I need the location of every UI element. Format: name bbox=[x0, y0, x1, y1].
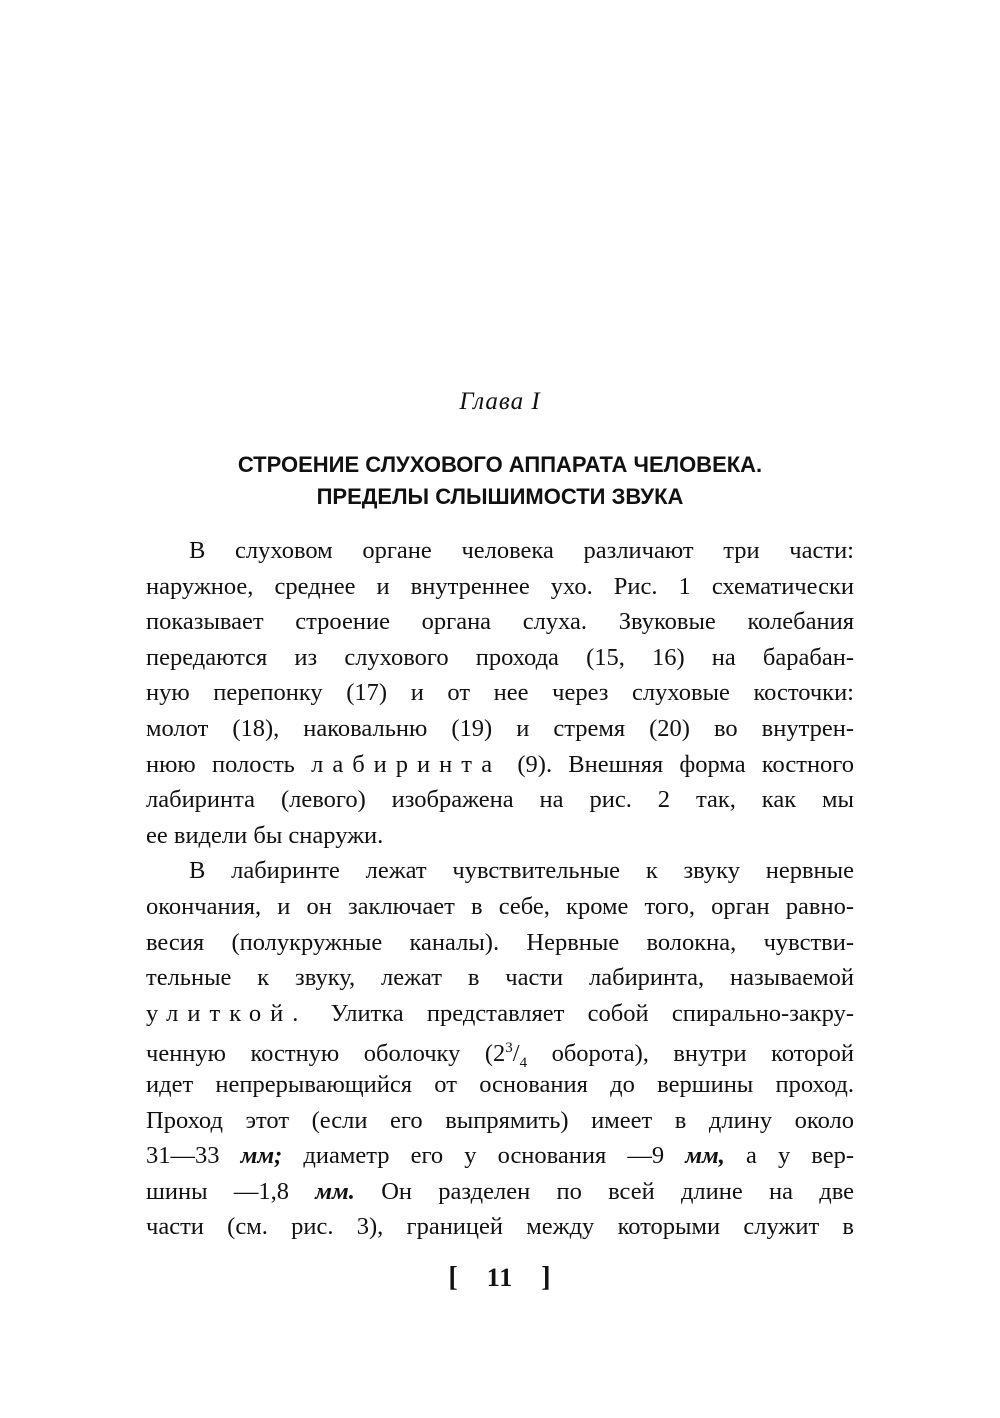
text-line: В слуховом органе человека различают три части: bbox=[189, 537, 854, 564]
text-line: тельные к звуку, лежат в части лабиринта, называемой bbox=[146, 964, 854, 992]
unit-mm: мм; bbox=[240, 1142, 283, 1170]
text-fragment: диаметр его у основания —9 bbox=[303, 1142, 665, 1170]
text-line: весия (полукружные каналы). Нервные волокна, чувстви- bbox=[146, 928, 854, 956]
spaced-term: улиткой. bbox=[146, 999, 308, 1027]
text-fragment: нюю полость bbox=[146, 750, 295, 778]
text-line: ее видели бы снаружи. bbox=[146, 821, 384, 849]
chapter-title bbox=[140, 449, 860, 513]
page-number: 11 bbox=[486, 1263, 514, 1292]
text-line bbox=[146, 996, 854, 1032]
text-fragment: (9). Внешняя форма костного bbox=[517, 750, 855, 778]
unit-mm: мм. bbox=[315, 1177, 355, 1205]
text-line bbox=[146, 1031, 854, 1072]
text-line: В лабиринте лежат чувствительные к звуку нервные bbox=[189, 857, 854, 885]
text-line: идет непрерывающийся от основания до вершины проход. bbox=[146, 1070, 854, 1098]
text-fragment: 31—33 bbox=[146, 1142, 220, 1170]
text-line: наружное, среднее и внутреннее ухо. Рис. 1 схематически bbox=[146, 572, 854, 600]
chapter-title-line-1: СТРОЕНИЕ СЛУХОВОГО АППАРАТА ЧЕЛОВЕКА. bbox=[237, 452, 763, 477]
body-text bbox=[146, 533, 854, 1245]
text-line: части (см. рис. 3), границей между которыми служит в bbox=[146, 1213, 854, 1241]
fraction-slash: / bbox=[512, 1040, 520, 1068]
text-line: молот (18), наковальню (19) и стремя (20) во внутрен- bbox=[146, 714, 854, 742]
text-line: передаются из слухового прохода (15, 16) на барабан- bbox=[146, 643, 854, 671]
spaced-term: лабиринта bbox=[311, 750, 502, 778]
right-bracket: ] bbox=[541, 1262, 552, 1293]
text-line bbox=[146, 1138, 854, 1174]
fraction-numerator: 3 bbox=[505, 1040, 513, 1057]
left-bracket: [ bbox=[448, 1262, 459, 1293]
text-fragment: а у вер- bbox=[746, 1142, 855, 1170]
text-fragment: шины —1,8 bbox=[146, 1177, 289, 1205]
chapter-label: Глава I bbox=[459, 388, 541, 415]
text-line: лабиринта (левого) изображена на рис. 2 так, как мы bbox=[146, 786, 854, 814]
text-line: Проход этот (если его выпрямить) имеет в длину около bbox=[146, 1106, 854, 1134]
text-fragment: ченную костную оболочку (2 bbox=[146, 1040, 506, 1068]
text-fragment: оборота), внутри которой bbox=[551, 1040, 854, 1068]
text-line bbox=[146, 747, 854, 783]
text-line: ную перепонку (17) и от нее через слуховые косточки: bbox=[146, 679, 854, 707]
text-line: окончания, и он заключает в себе, кроме того, орган равно- bbox=[146, 892, 854, 920]
page-number-footer bbox=[0, 1262, 1000, 1294]
unit-mm: мм, bbox=[685, 1142, 725, 1170]
text-line: показывает строение органа слуха. Звуковые колебания bbox=[146, 608, 854, 636]
text-fragment: Улитка представляет собой спирально-закру- bbox=[330, 999, 854, 1027]
text-fragment: Он разделен по всей длине на две bbox=[381, 1177, 855, 1205]
chapter-title-line-2: ПРЕДЕЛЫ СЛЫШИМОСТИ ЗВУКА bbox=[316, 484, 684, 509]
text-line bbox=[146, 1174, 854, 1210]
fraction-denominator: 4 bbox=[519, 1055, 528, 1072]
